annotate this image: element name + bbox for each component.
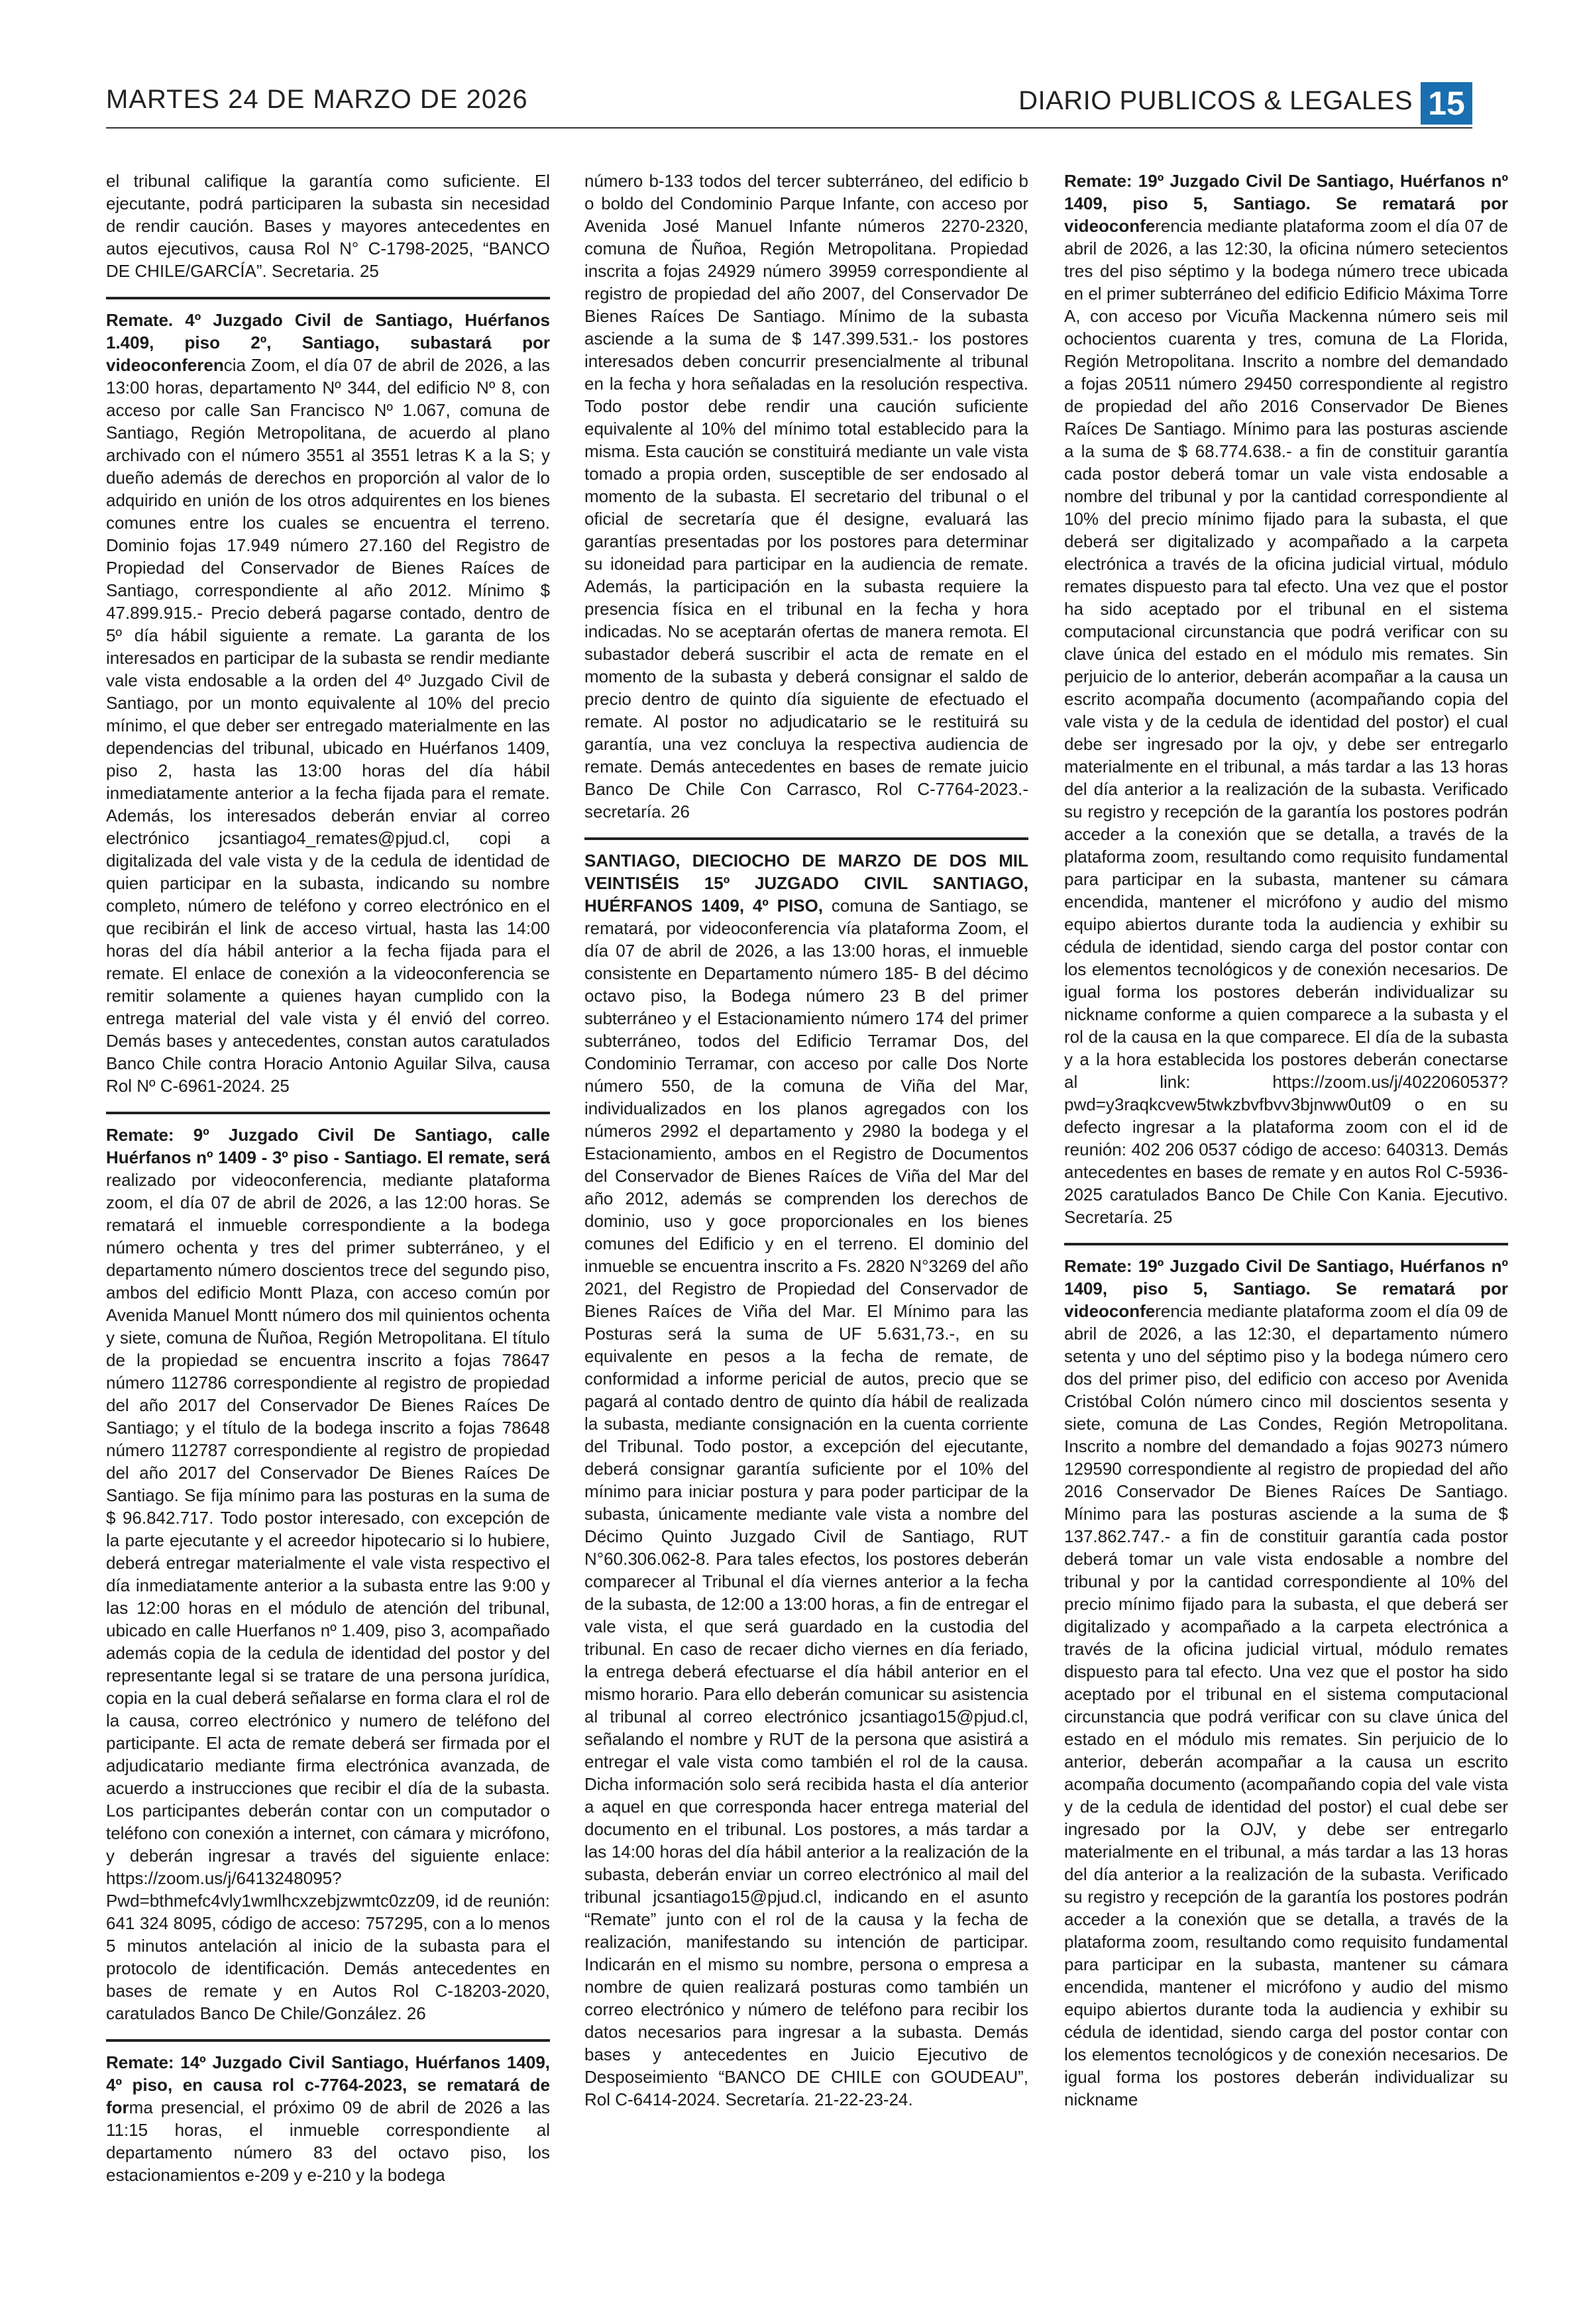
notice-columns bbox=[106, 170, 1508, 2263]
notice-divider bbox=[106, 1112, 550, 1114]
notice-divider bbox=[584, 837, 1028, 840]
notice-continued bbox=[584, 170, 1028, 823]
column-1 bbox=[106, 170, 550, 2256]
notice-body: rencia mediante plataforma zoom el día 09 de abril de 2026, a las 12:30, el departamento número setenta y uno del séptimo piso y la bodega número cero dos del primer piso, del edificio con acceso por Avenida Cristóbal Colón número cinco mil doscientos sesenta y siete, comuna de Las Condes, Región Metropolitana. Inscrito a nombre del demandado a fojas 90273 número 129590 correspondiente al registro de propiedad del año 2016 Conservador De Bienes Raíces De Santiago. Mínimo para las posturas asciende a la suma de $ 137.862.747.- a fin de constituir garantía cada postor deberá tomar un vale vista endosable a nombre del tribunal y por la cantidad correspondiente al 10% del precio mínimo fijado para la subasta, el que deberá ser digitalizado y acompañado a la carpeta electrónica a través de la oficina judicial virtual, módulo remates dispuesto para tal efecto. Una vez que el postor ha sido aceptado por el tribunal en el sistema computacional circunstancia que podrá verificar con su clave única del estado en el módulo mis remates. Sin perjuicio de lo anterior, deberán acompañar a la causa un escrito acompaña documento (acompañando copia del vale vista y de la cedula de identidad del postor) el cual debe ser ingresado por la OJV, y debe ser entregarlo materialmente en el tribunal, a más tardar a las 13 horas del día anterior a la realización de la subasta. Verificado su registro y recepción de la garantía los postores podrán acceder a la conexión que se detalla, a través de la plataforma zoom, resultando como requisito fundamental para participar en la subasta, mantener su cámara encendida, mantener el micrófono y audio del mismo equipo abiertos durante toda la audiencia y exhibir su cédula de identidad, siendo carga del postor contar con los elementos tecnológicos y de conexión necesarios. De igual forma los postores deberán individualizar su nickname bbox=[1064, 1301, 1508, 2109]
notice bbox=[584, 849, 1028, 2111]
notice-heading: Remate: 14º Juzgado Civil Santiago, Huérfanos 1409, 4º piso, en causa rol c-7764-2023, se rematará de for bbox=[106, 2052, 550, 2117]
notice-body: rencia mediante plataforma zoom el día 07 de abril de 2026, a las 12:30, la oficina número setecientos tres del piso séptimo y la bodega número trece ubicada en el primer subterráneo del edificio Edificio Máxima Torre A, con acceso por Vicuña Mackenna número seis mil ochocientos cuarenta y tres, comuna de La Florida, Región Metropolitana. Inscrito a nombre del demandado a fojas 20511 número 29450 correspondiente al registro de propiedad del año 2016 Conservador De Bienes Raíces De Santiago. Mínimo para las posturas asciende a la suma de $ 68.774.638.- a fin de constituir garantía cada postor deberá tomar un vale vista endosable a nombre del tribunal y por la cantidad correspondiente al 10% del precio mínimo fijado para la subasta, el que deberá ser digitalizado y acompañado a la carpeta electrónica a través de la oficina judicial virtual, módulo remates dispuesto para tal efecto. Una vez que el postor ha sido aceptado por el tribunal en el sistema computacional circunstancia que podrá verificar con su clave única del estado en el módulo mis remates. Sin perjuicio de lo anterior, deberán acompañar a la causa un escrito acompaña documento (acompañando copia del vale vista y de la cedula de identidad del postor) el cual debe ser ingresado por la ojv, y debe ser entregarlo materialmente en el tribunal, a más tardar a las 13 horas del día anterior a la realización de la subasta. Verificado su registro y recepción de la garantía los postores podrán acceder a la conexión que se detalla, a través de la plataforma zoom, resultando como requisito fundamental para participar en la subasta, mantener su cámara encendida, mantener el micrófono y audio del mismo equipo abiertos durante toda la audiencia y exhibir su cédula de identidad, siendo carga del postor contar con los elementos tecnológicos y de conexión necesarios. De igual forma los postores deberán individualizar su nickname conforme a quien comparece a la subasta y el rol de la causa en la que comparece. El día de la subasta y a la hora establecida los postores deberán conectarse al link: https://zoom.us/j/4022060537?pwd=y3raqkcvew5twkzbvfbvv3bjnww0ut09 o en su defecto ingresar a la plataforma zoom con el id de reunión: 402 206 0537 código de acceso: 640313. Demás antecedentes en bases de remate y en autos Rol C-5936-2025 caratulados Banco De Chile Con Kania. Ejecutivo. Secretaría. 25 bbox=[1064, 216, 1508, 1227]
notice-heading: Remate: 9º Juzgado Civil De Santiago, calle Huérfanos nº 1409 - 3º piso - Santiago. El remate, será bbox=[106, 1125, 550, 1167]
notice bbox=[106, 309, 550, 1097]
notice-heading: Remate: 19º Juzgado Civil De Santiago, Huérfanos nº 1409, piso 5, Santiago. Se rematará por videoconfe bbox=[1064, 171, 1508, 236]
notice-divider bbox=[106, 2039, 550, 2042]
notice bbox=[1064, 1255, 1508, 2111]
page-number-badge: 15 bbox=[1421, 82, 1472, 125]
notice bbox=[106, 2051, 550, 2186]
notice-divider bbox=[1064, 1243, 1508, 1245]
notice-heading: Remate: 19º Juzgado Civil De Santiago, Huérfanos nº 1409, piso 5, Santiago. Se rematará por videoconfe bbox=[1064, 1256, 1508, 1321]
notice-heading: Remate. 4º Juzgado Civil de Santiago, Huérfanos 1.409, piso 2º, Santiago, subastará por videoconferen bbox=[106, 310, 550, 375]
header-rule bbox=[106, 127, 1472, 129]
notice-continued bbox=[106, 170, 550, 282]
page-header bbox=[106, 82, 1472, 129]
notice-body: comuna de Santiago, se rematará, por videoconferencia vía plataforma Zoom, el día 07 de abril de 2026, a las 13:00 horas, el inmueble consistente en Departamento número 185- B del décimo octavo piso, la Bodega número 23 B del primer subterráneo y el Estacionamiento número 174 del primer subterráneo, todos del Edificio Terramar Dos, del Condominio Terramar, con acceso por calle Dos Norte número 550, de la comuna de Viña del Mar, individualizados en los planos agregados con los números 2992 el departamento y 2980 la bodega y el Estacionamiento, ambos en el Registro de Documentos del Conservador de Bienes Raíces de Viña del Mar del año 2012, además se comprenden los derechos de dominio, uso y goce proporcionales en los bienes comunes del Edificio y en el terreno. El dominio del inmueble se encuentra inscrito a Fs. 2820 N°3269 del año 2021, del Registro de Propiedad del Conservador de Bienes Raíces de Viña del Mar. El Mínimo para las Posturas será la suma de UF 5.631,73.-, en su equivalente en pesos a la fecha de remate, de conformidad a informe pericial de autos, precio que se pagará al contado dentro de quinto día hábil de realizada la subasta, mediante consignación en la cuenta corriente del Tribunal. Todo postor, a excepción del ejecutante, deberá consignar garantía suficiente por el 10% del mínimo para iniciar postura y para poder participar de la subasta, únicamente mediante vale vista a nombre del Décimo Quinto Juzgado Civil de Santiago, RUT N°60.306.062-8. Para tales efectos, los postores deberán comparecer al Tribunal el día viernes anterior a la fecha de la subasta, de 12:00 a 13:00 horas, a fin de entregar el vale vista, el que será guardado en la custodia del tribunal. En caso de recaer dicho viernes en día feriado, la entrega deberá efectuarse el día hábil anterior en el mismo horario. Para ello deberán comunicar su asistencia al tribunal al correo electrónico jcsantiago15@pjud.cl, señalando el nombre y RUT de la persona que asistirá a entregar el vale vista como también el rol de la causa. Dicha información solo será recibida hasta el día anterior a aquel en que corresponda hacer entrega material del documento en el tribunal. Los postores, a más tardar a las 14:00 horas del día hábil anterior a la realización de la subasta, deberán enviar un correo electrónico al mail del tribunal jcsantiago15@pjud.cl, indicando en el asunto “Remate” junto con el rol de la causa y la fecha de realización, manifestando su intención de participar. Indicarán en el mismo su nombre, persona o empresa a nombre de quien realizará posturas como también un correo electrónico y número de teléfono para recibir los datos necesarios para ingresar a la subasta. Demás bases y antecedentes en Juicio Ejecutivo de Desposeimiento “BANCO DE CHILE con GOUDEAU”, Rol C-6414-2024. Secretaría. 21-22-23-24. bbox=[584, 896, 1028, 2109]
notice bbox=[106, 1124, 550, 2025]
notice-body: ma presencial, el próximo 09 de abril de 2026 a las 11:15 horas, el inmueble correspondiente al departamento número 83 del octavo piso, los estacionamientos e-209 y e-210 y la bodega bbox=[106, 2097, 550, 2185]
notice-body: cia Zoom, el día 07 de abril de 2026, a las 13:00 horas, departamento Nº 344, del edificio Nº 8, con acceso por calle San Francisco Nº 1.067, comuna de Santiago, Región Metropolitana, de acuerdo al plano archivado con el número 3551 al 3551 letras K a la S; y dueño además de derechos en proporción al valor de lo adquirido en unión de los otros adquirentes en los bienes comunes entre los cuales se encuentra el terreno. Dominio fojas 17.949 número 27.160 del Registro de Propiedad del Conservador de Bienes Raíces de Santiago, correspondiente al año 2012. Mínimo $ 47.899.915.- Precio deberá pagarse contado, dentro de 5º día hábil siguiente a remate. La garanta de los interesados en participar de la subasta se rendir mediante vale vista endosable a la orden del 4º Juzgado Civil de Santiago, por un monto equivalente al 10% del precio mínimo, el que deber ser entregado materialmente en las dependencias del tribunal, ubicado en Huérfanos 1409, piso 2, hasta las 13:00 horas del día hábil inmediatamente anterior a la fecha fijada para el remate. Además, los interesados deberán enviar al correo electrónico jcsantiago4_remates@pjud.cl, copi a digitalizada del vale vista y de la cedula de identidad de quien participar en la subasta, indicando su nombre completo, número de teléfono y correo electrónico en el que recibirán el link de acceso virtual, hasta las 14:00 horas del día hábil anterior a la fecha fijada para el remate. El enlace de conexión a la videoconferencia se remitir solamente a quienes hayan cumplido con la entrega material del vale vista y él envió del correo. Demás bases y antecedentes, constan autos caratulados Banco Chile contra Horacio Antonio Aguilar Silva, causa Rol Nº C-6961-2024. 25 bbox=[106, 355, 550, 1096]
column-2 bbox=[584, 170, 1028, 2256]
notice-body: el tribunal califique la garantía como suficiente. El ejecutante, podrá participaren la subasta sin necesidad de rendir caución. Bases y mayores antecedentes en autos ejecutivos, causa Rol N° C-1798-2025, “BANCO DE CHILE/GARCÍA”. Secretaria. 25 bbox=[106, 171, 550, 281]
notice-body: número b-133 todos del tercer subterráneo, del edificio b o boldo del Condominio Parque Infante, con acceso por Avenida José Manuel Infante números 2270-2320, comuna de Ñuñoa, Región Metropolitana. Propiedad inscrita a fojas 24929 número 39959 correspondiente al registro de propiedad del año 2007, del Conservador De Bienes Raíces De Santiago. Mínimo de la subasta asciende a la suma de $ 147.399.531.- los postores interesados deben concurrir presencialmente al tribunal en la fecha y hora señaladas en la resolución respectiva. Todo postor debe rendir una caución suficiente equivalente al 10% del mínimo total establecido para la misma. Esta caución se constituirá mediante un vale vista tomado a propia orden, susceptible de ser endosado al momento de la subasta. El secretario del tribunal o el oficial de secretaría que él designe, evaluará las garantías presentadas por los postores para determinar su idoneidad para participar en la audiencia de remate. Además, la participación en la subasta requiere la presencia física en el tribunal en la fecha y hora indicadas. No se aceptarán ofertas de manera remota. El subastador deberá suscribir el acta de remate en el momento de la subasta y deberá consignar el saldo de precio dentro de quinto día siguiente de efectuado el remate. Al postor no adjudicatario se le restituirá su garantía, una vez concluya la respectiva audiencia de remate. Demás antecedentes en bases de remate juicio Banco De Chile Con Carrasco, Rol C-7764-2023.- secretaría. 26 bbox=[584, 171, 1028, 821]
column-3 bbox=[1064, 170, 1508, 2256]
notice bbox=[1064, 170, 1508, 1228]
notice-body: realizado por videoconferencia, mediante plataforma zoom, el día 07 de abril de 2026, a las 12:00 horas. Se rematará el inmueble correspondiente a la bodega número ochenta y tres del primer subterráneo, y el departamento número doscientos trece del segundo piso, ambos del edificio Montt Plaza, con acceso común por Avenida Manuel Montt número dos mil quinientos ochenta y siete, comuna de Ñuñoa, Región Metropolitana. El título de la propiedad se encuentra inscrito a fojas 78647 número 112786 correspondiente al registro de propiedad del año 2017 del Conservador De Bienes Raíces De Santiago; y el título de la bodega inscrito a fojas 78648 número 112787 correspondiente al registro de propiedad del año 2017 del Conservador De Bienes Raíces De Santiago. Se fija mínimo para las posturas en la suma de $ 96.842.717. Todo postor interesado, con excepción de la parte ejecutante y el acreedor hipotecario si lo hubiere, deberá entregar materialmente el vale vista respectivo el día inmediatamente anterior a la subasta entre las 9:00 y las 12:00 horas en el módulo de atención del tribunal, ubicado en calle Huerfanos nº 1.409, piso 3, acompañado además copia de la cedula de identidad del postor y del representante legal si se tratare de una persona jurídica, copia en la cual deberá señalarse en forma clara el rol de la causa, correo electrónico y numero de teléfono del participante. El acta de remate deberá ser firmada por el adjudicatario mediante firma electrónica avanzada, de acuerdo a instrucciones que recibir el día de la subasta. Los participantes deberán contar con un computador o teléfono con conexión a internet, con cámara y micrófono, y deberán ingresar a través del siguiente enlace: https://zoom.us/j/6413248095?Pwd=bthmefc4vly1wmlhcxzebjzwmtc0zz09, id de reunión: 641 324 8095, código de acceso: 757295, con a lo menos 5 minutos antelación al inicio de la subasta para el protocolo de identificación. Demás antecedentes en bases de remate y en Autos Rol C-18203-2020, caratulados Banco De Chile/González. 26 bbox=[106, 1170, 550, 2023]
header-section-title: DIARIO PUBLICOS & LEGALES bbox=[1018, 86, 1413, 115]
header-date: MARTES 24 DE MARZO DE 2026 bbox=[106, 85, 528, 114]
notice-heading: SANTIAGO, DIECIOCHO DE MARZO DE DOS MIL VEINTISÉIS 15º JUZGADO CIVIL SANTIAGO, HUÉRFANOS 1409, 4º PISO, bbox=[584, 851, 1028, 916]
notice-divider bbox=[106, 297, 550, 299]
